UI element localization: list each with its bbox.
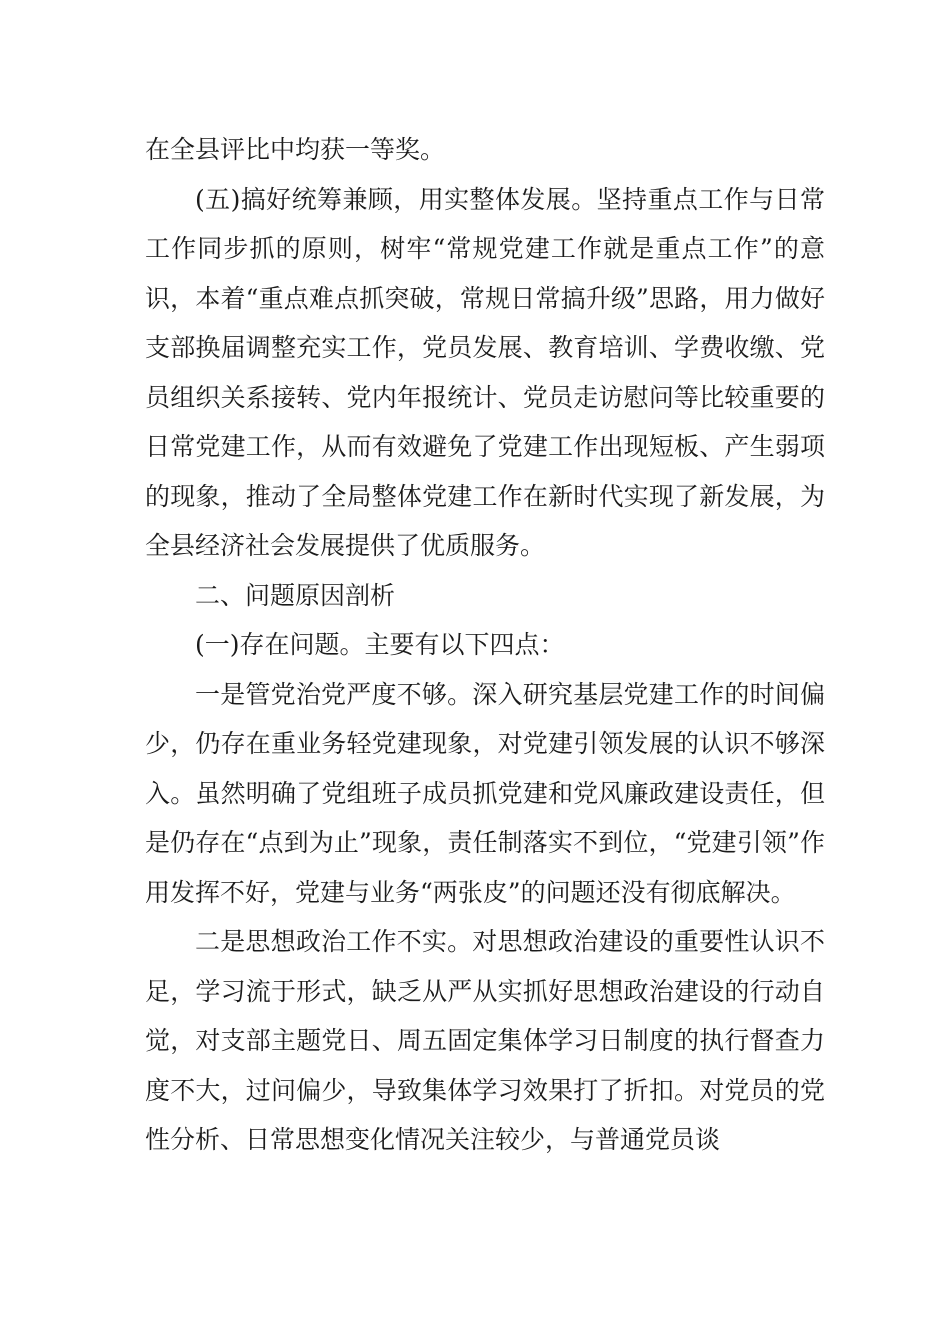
- section-heading-problem-analysis: 二、问题原因剖析: [195, 580, 396, 610]
- paragraph-section-five: (五)搞好统筹兼顾，用实整体发展。坚持重点工作与日常工作同步抓的原则，树牢“常规党建工作就是重点工作”的意识，本着“重点难点抓突破，常规日常搞升级”思路，用力做好支部换届调整充实工作，党员发展、教育培训、学费收缴、党员组织关系接转、党内年报统计、党员走访慰问等比较重要的日常党建工作，从而有效避免了党建工作出现短板、产生弱项的现象，推动了全局整体党建工作在新时代实现了新发展，为全县经济社会发展提供了优质服务。: [145, 184, 825, 560]
- subsection-heading-existing-problems: (一)存在问题。主要有以下四点：: [195, 630, 565, 659]
- paragraph-continuation: 在全县评比中均获一等奖。: [145, 135, 446, 164]
- paragraph-problem-one: 一是管党治党严度不够。深入研究基层党建工作的时间偏少，仍存在重业务轻党建现象，对党建引领发展的认识不够深入。虽然明确了党组班子成员抓党建和党风廉政建设责任，但是仍存在“点到为止”现象，责任制落实不到位，“党建引领”作用发挥不好，党建与业务“两张皮”的问题还没有彻底解决。: [145, 679, 825, 907]
- paragraph-problem-two: 二是思想政治工作不实。对思想政治建设的重要性认识不足，学习流于形式，缺乏从严从实抓好思想政治建设的行动自觉，对支部主题党日、周五固定集体学习日制度的执行督查力度不大，过问偏少，导致集体学习效果打了折扣。对党员的党性分析、日常思想变化情况关注较少，与普通党员谈: [145, 927, 825, 1154]
- document-body: [145, 125, 825, 1165]
